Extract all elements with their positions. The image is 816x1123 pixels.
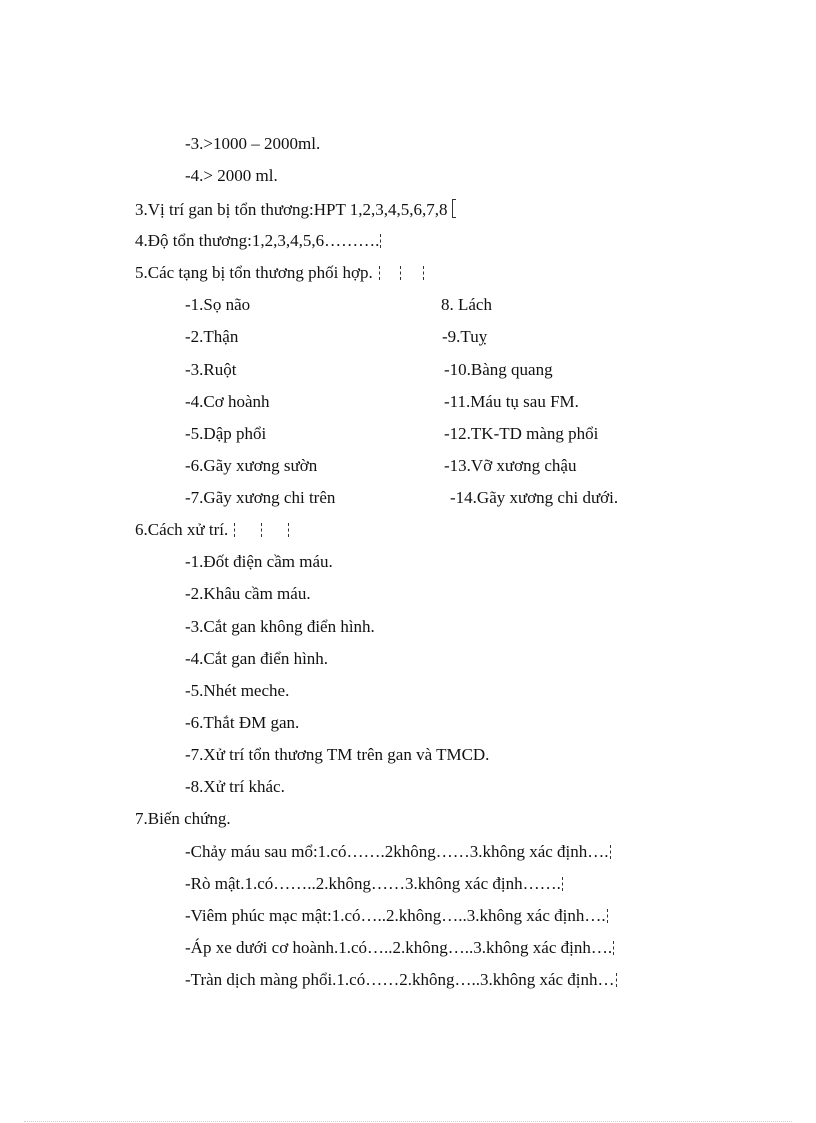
complication-item: [185, 938, 614, 958]
treatment-option: -5.Nhét meche.: [185, 681, 290, 700]
treatment-option: -6.Thắt ĐM gan.: [185, 713, 300, 732]
answer-box[interactable]: [613, 941, 614, 955]
answer-box[interactable]: [234, 523, 235, 537]
organ-option: -14.Gãy xương chi dưới.: [450, 488, 619, 507]
treatment-option: -1.Đốt điện cầm máu.: [185, 552, 333, 571]
question-4-injury-grade: [135, 231, 381, 251]
answer-box[interactable]: [379, 266, 380, 280]
question-3-text: 3.Vị trí gan bị tổn thương:HPT 1,2,3,4,5,6,7,8: [135, 200, 448, 219]
organ-option: -6.Gãy xương sườn: [185, 456, 318, 475]
question-7-complications: 7.Biến chứng.: [135, 809, 231, 828]
answer-box[interactable]: [380, 234, 381, 248]
organ-option: -12.TK-TD màng phổi: [444, 424, 599, 443]
blood-loss-option-3: -3.>1000 – 2000ml.: [185, 134, 321, 153]
blood-loss-option-4: -4.> 2000 ml.: [185, 166, 278, 185]
complication-text: -Viêm phúc mạc mật:1.có…..2.không…..3.không xác định….: [185, 906, 606, 925]
organ-option: 8. Lách: [441, 295, 492, 314]
question-6-treatment: [135, 520, 289, 540]
question-5-associated-organs: [135, 263, 424, 283]
complication-text: -Chảy máu sau mổ:1.có…….2không……3.không xác định….: [185, 842, 609, 861]
question-3-liver-location: [135, 199, 456, 220]
complication-item: [185, 842, 611, 862]
question-4-text: 4.Độ tổn thương:1,2,3,4,5,6……….: [135, 231, 380, 250]
answer-box[interactable]: [610, 845, 611, 859]
organ-option: -7.Gãy xương chi trên: [185, 488, 336, 507]
complication-item: [185, 970, 617, 990]
organ-option: -10.Bàng quang: [444, 360, 553, 379]
treatment-option: -8.Xử trí khác.: [185, 777, 285, 796]
answer-box[interactable]: [400, 266, 401, 280]
answer-box[interactable]: [616, 973, 617, 987]
organ-option: -1.Sọ não: [185, 295, 251, 314]
question-5-title: 5.Các tạng bị tổn thương phối hợp.: [135, 263, 373, 282]
organ-option: -3.Ruột: [185, 360, 237, 379]
complication-text: -Áp xe dưới cơ hoành.1.có…..2.không…..3.không xác định….: [185, 938, 613, 957]
answer-box[interactable]: [562, 877, 563, 891]
answer-box[interactable]: [423, 266, 424, 280]
organ-option: -2.Thận: [185, 327, 239, 346]
organ-option: -13.Vỡ xương chậu: [444, 456, 577, 475]
treatment-option: -4.Cắt gan điển hình.: [185, 649, 329, 668]
answer-box[interactable]: [261, 523, 262, 537]
page-bottom-divider: [24, 1121, 792, 1122]
answer-box[interactable]: [452, 199, 456, 218]
complication-item: [185, 874, 563, 894]
organ-option: -9.Tuỵ: [442, 327, 488, 346]
complication-text: -Tràn dịch màng phổi.1.có……2.không…..3.không xác định…: [185, 970, 615, 989]
organ-option: -11.Máu tụ sau FM.: [444, 392, 579, 411]
answer-box[interactable]: [288, 523, 289, 537]
treatment-option: -2.Khâu cầm máu.: [185, 584, 311, 603]
treatment-option: -7.Xử trí tổn thương TM trên gan và TMCD.: [185, 745, 490, 764]
question-6-title: 6.Cách xử trí.: [135, 520, 229, 539]
treatment-option: -3.Cắt gan không điển hình.: [185, 617, 375, 636]
complication-item: [185, 906, 608, 926]
organ-option: -5.Dập phổi: [185, 424, 267, 443]
answer-box[interactable]: [607, 909, 608, 923]
complication-text: -Rò mật.1.có……..2.không……3.không xác định…….: [185, 874, 561, 893]
organ-option: -4.Cơ hoành: [185, 392, 270, 411]
